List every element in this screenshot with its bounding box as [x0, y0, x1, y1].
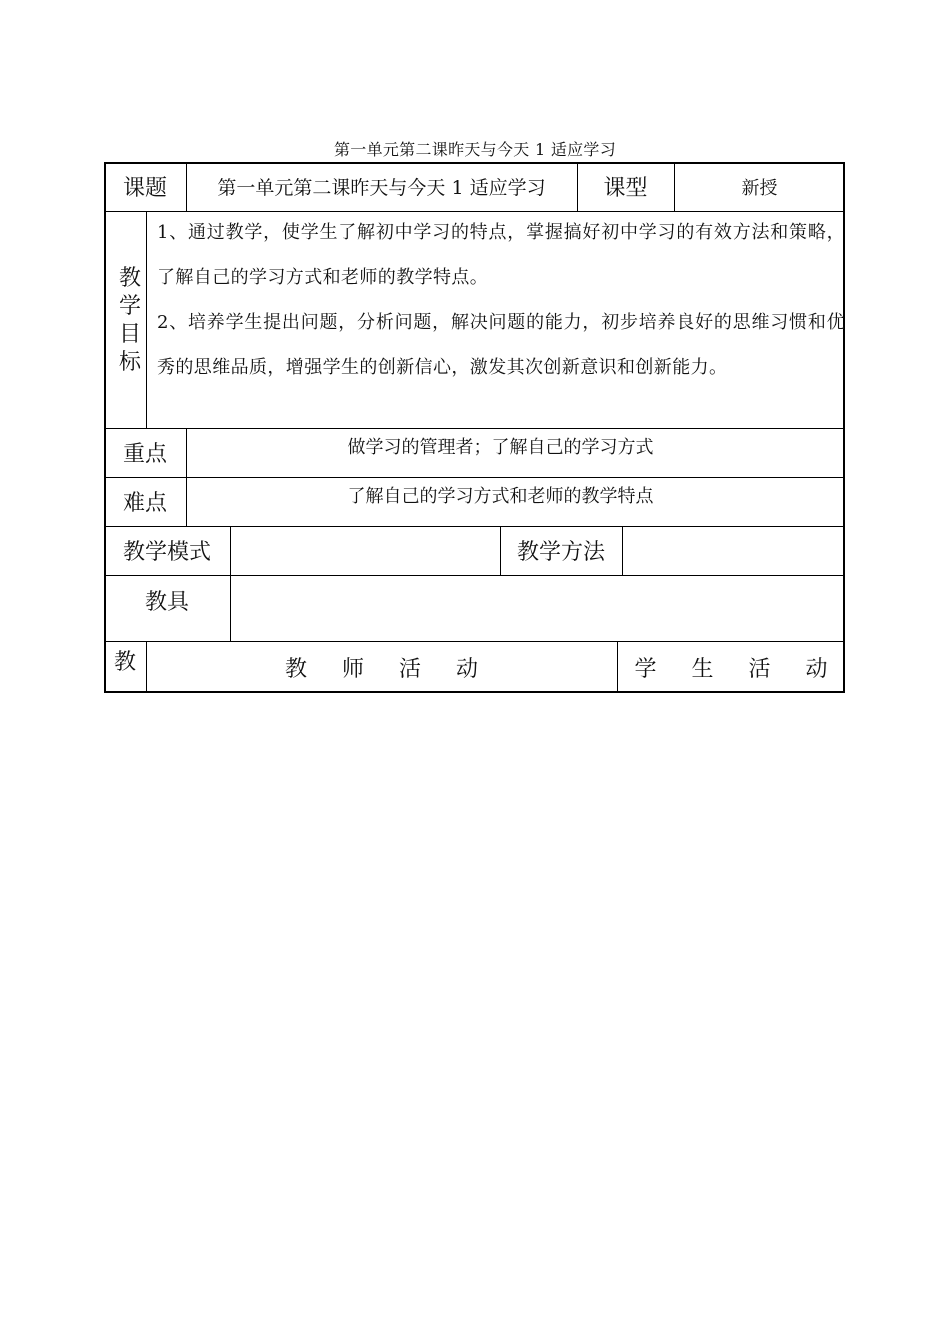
difficulty-value: 了解自己的学习方式和老师的教学特点 [347, 486, 654, 507]
process-label: 教 [113, 650, 136, 675]
type-value: 新授 [741, 177, 778, 199]
goals-label [110, 265, 150, 377]
teaching-mode-label: 教学模式 [122, 540, 211, 565]
page-title: 第一单元第二课昨天与今天 1 适应学习 [333, 140, 617, 159]
key-point-label: 重点 [122, 442, 167, 467]
teaching-tools-value [230, 575, 845, 641]
goal-item: 2、培养学生提出问题，分析问题，解决问题的能力，初步培养良好的思维习惯和优秀的思维品质，增强学生的创新信心，激发其次创新意识和创新能力。 [157, 312, 845, 378]
goals-label-char: 标 [118, 350, 141, 375]
difficulty-label: 难点 [122, 491, 167, 516]
type-label: 课型 [603, 176, 648, 201]
student-activity-header: 学 生 活 动 [634, 656, 842, 682]
topic-label: 课题 [122, 176, 167, 201]
goal-item: 1、通过教学，使学生了解初中学习的特点，掌握搞好初中学习的有效方法和策略，了解自己的学习方式和老师的教学特点。 [157, 222, 845, 288]
topic-value: 第一单元第二课昨天与今天 1 适应学习 [217, 177, 546, 199]
teacher-activity-header: 教 师 活 动 [285, 656, 492, 682]
teaching-mode-value [230, 526, 500, 575]
goals-label-char: 教 [118, 266, 141, 291]
key-point-value: 做学习的管理者；了解自己的学习方式 [347, 437, 654, 458]
teaching-method-label: 教学方法 [516, 540, 605, 565]
teaching-method-value [622, 526, 845, 575]
goals-label-char: 学 [118, 294, 141, 319]
goals-label-char: 目 [118, 322, 141, 347]
goals-text [157, 210, 845, 390]
teaching-tools-label: 教具 [144, 590, 189, 615]
